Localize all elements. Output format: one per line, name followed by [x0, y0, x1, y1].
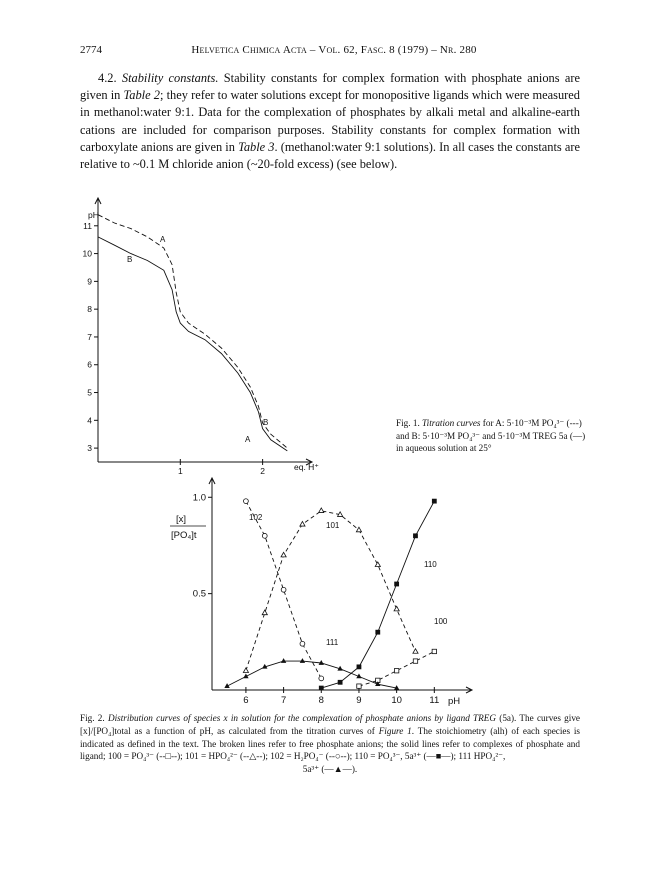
fig2-y-tick-label: 1.0: [192, 492, 206, 504]
fig2-marker-102: [244, 499, 249, 504]
fig2-marker-101: [281, 552, 286, 557]
fig1-y-tick-label: 4: [87, 415, 92, 426]
fig2-marker-110: [413, 533, 418, 538]
fig1-y-tick-label: 8: [87, 304, 92, 315]
table-ref-3: Table 3: [238, 139, 275, 154]
fig1-x-tick-label: 1: [177, 466, 183, 476]
fig2-x-tick-label: 9: [356, 695, 362, 706]
fig2-marker-102: [281, 587, 286, 592]
fig1-y-tick-label: 7: [87, 331, 92, 342]
fig1-y-tick-label: 6: [87, 359, 92, 370]
fig1-y-tick-label: 11: [83, 220, 92, 231]
paragraph-text-1: Stability constants for complex formation with phosphate anions are given in: [80, 71, 580, 103]
fig2-y-tick-label: 0.5: [192, 588, 206, 600]
fig2-x-tick-label: 10: [391, 695, 402, 706]
fig2-caption-figref: Figure 1: [378, 725, 412, 736]
fig1-y-tick-label: 5: [87, 387, 92, 398]
journal-line: Helvetica Chimica Acta – Vol. 62, Fasc. 8 (1979) – Nr. 280: [191, 44, 477, 56]
fig2-caption-last: 5a³⁺ (—▲—).: [302, 764, 358, 775]
fig2-caption-text-2: . The stoichiometry (alh) of each species is indicated as defined in the text. The broken lines refer to free phosphate anions; the solid lines refer to complexes of phosphate and ligand; 100 = PO₄³⁻ (--□--); 101 = HPO₄²⁻ (--△--); 102 = H₂PO₄⁻ (--○--); 110 = PO₄³⁻, 5a³⁺ (—■—); 111 HPO₄²⁻,: [80, 725, 581, 762]
fig1-curve-label-b-lower: B: [263, 418, 269, 427]
fig2-label-100: 100: [434, 617, 448, 626]
fig2-y-label-numerator: [x]: [176, 514, 187, 525]
fig2-marker-110: [432, 499, 437, 504]
section-title: Stability constants.: [121, 71, 219, 85]
fig2-marker-102: [300, 641, 305, 646]
fig2-x-tick-label: 7: [280, 695, 287, 706]
fig1-y-tick-label: 9: [87, 276, 92, 287]
fig2-marker-100: [357, 684, 361, 688]
fig1-caption-prefix: Fig. 1.: [396, 418, 420, 428]
fig2-label-101: 101: [326, 521, 340, 530]
fig1-curve-label-a-lower: A: [245, 435, 251, 444]
fig2-caption-prefix: Fig. 2.: [80, 713, 105, 723]
fig1-y-axis-label: pH: [88, 210, 99, 220]
fig2-label-111: 111: [326, 638, 339, 647]
page-number: 2774: [80, 44, 102, 56]
fig1-caption-text: for A: 5·10⁻³M PO₄³⁻ (---) and B: 5·10⁻³M PO₄³⁻ and 5·10⁻³M TREG 5a (—) in aqueous solution at 25°: [396, 418, 586, 453]
fig2-x-tick-label: 11: [429, 695, 440, 706]
fig1-curve-label-b: B: [127, 255, 133, 264]
fig2-x-tick-label: 6: [243, 695, 249, 706]
fig1-y-tick-label: 3: [87, 443, 92, 454]
fig2-caption-text-1: (5a). The curves give [x]/[PO₄]total as a function of pH, as calculated from the titration curves of: [80, 713, 581, 736]
table-ref-2: Table 2: [123, 88, 160, 103]
fig2-marker-101: [356, 527, 361, 532]
fig2-x-axis-label: pH: [448, 696, 461, 707]
figure-2-caption: [80, 712, 580, 776]
fig2-x-tick-label: 8: [318, 695, 324, 706]
fig2-marker-100: [413, 659, 417, 663]
fig2-marker-101: [394, 606, 399, 611]
section-number: 4.2.: [98, 71, 117, 85]
fig2-marker-100: [432, 649, 436, 653]
fig2-marker-110: [319, 686, 324, 691]
fig2-caption-title: Distribution curves of species x in solution for the complexation of phosphate anions by ligand TREG: [107, 713, 497, 723]
paragraph-text-3: . (methanol:water 9:1 solutions). In all cases the constants are relative to ~0.1 M chloride anion (~20-fold excess) (see below).: [80, 139, 580, 172]
fig1-y-tick-label: 10: [82, 248, 92, 259]
fig2-marker-101: [300, 521, 305, 526]
fig2-label-110: 110: [424, 560, 437, 569]
paragraph-text-2: ; they refer to water solutions except for monopositive ligands which were measured in methanol:water 9:1. Data for the complexation of phosphates by alkali metal and alkaline-earth cations are included for comparison purposes. Stability constants for complex formation with carboxylate anions are given in: [80, 88, 581, 154]
fig2-marker-102: [262, 533, 267, 538]
fig1-x-tick-label: 2: [260, 466, 265, 476]
fig2-marker-111: [300, 658, 305, 663]
fig1-caption-title: Titration curves: [422, 418, 481, 428]
fig2-marker-110: [394, 582, 399, 587]
fig2-marker-101: [375, 562, 380, 567]
fig2-marker-110: [375, 630, 380, 635]
fig2-marker-102: [319, 676, 324, 681]
fig1-curve-label-a: A: [160, 235, 166, 244]
fig2-marker-110: [357, 664, 362, 669]
fig2-marker-100: [394, 669, 398, 673]
fig2-marker-111: [281, 658, 286, 663]
fig2-marker-101: [413, 649, 418, 654]
fig2-label-102: 102: [249, 513, 263, 522]
fig2-marker-101: [319, 508, 324, 513]
fig2-marker-101: [243, 668, 248, 673]
fig2-y-label-denominator: [PO₄]t: [171, 530, 197, 541]
fig1-x-axis-label: eq. H⁺: [294, 462, 319, 472]
figure-2-axes: [193, 478, 472, 706]
fig2-series-111: [227, 661, 397, 688]
fig2-marker-110: [338, 680, 343, 685]
fig2-marker-101: [262, 610, 267, 615]
